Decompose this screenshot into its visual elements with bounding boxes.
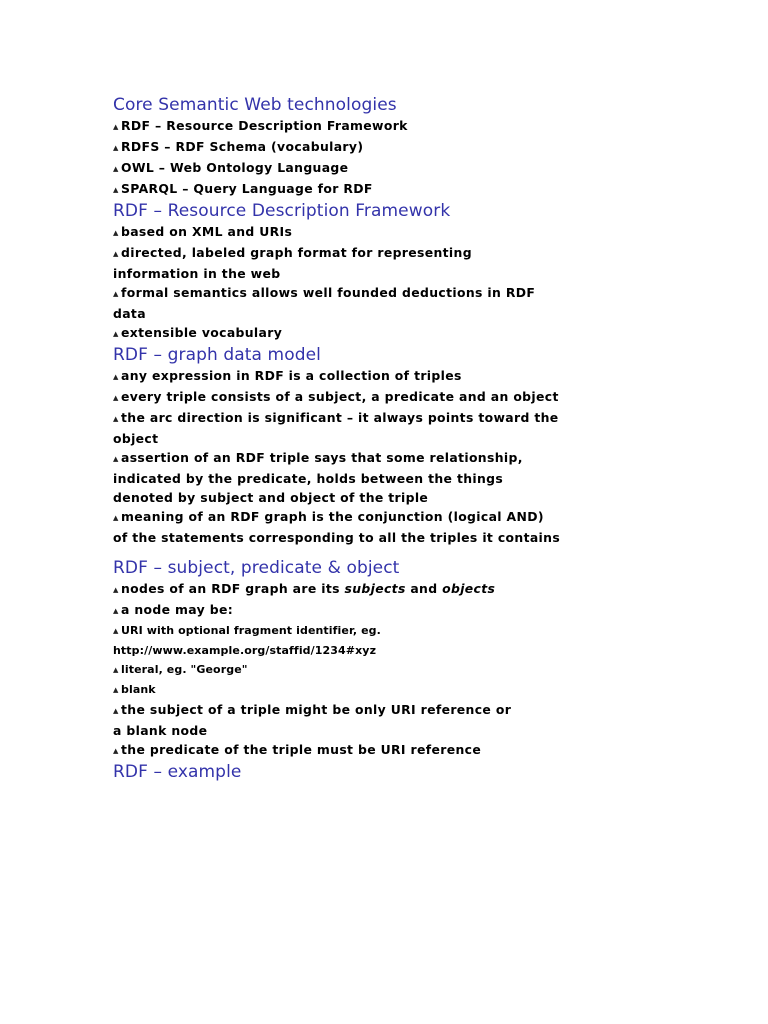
list-item: ▲ literal, eg. "George" xyxy=(113,660,613,680)
list-item: ▲ directed, labeled graph format for representing xyxy=(113,243,613,264)
bullet-list xyxy=(113,222,613,344)
list-item-continuation: data xyxy=(113,306,146,321)
bullet-icon: ▲ xyxy=(113,373,119,381)
list-item: ▲ any expression in RDF is a collection of triples xyxy=(113,366,613,387)
list-item-continuation: information in the web xyxy=(113,266,281,281)
section-rdf-example xyxy=(113,761,613,783)
bullet-icon: ▲ xyxy=(113,586,119,594)
bullet-icon: ▲ xyxy=(113,123,119,131)
bullet-icon: ▲ xyxy=(113,707,119,715)
list-item: ▲ the arc direction is significant – it always points toward the xyxy=(113,408,613,429)
bullet-icon: ▲ xyxy=(113,666,119,674)
section-heading: RDF – subject, predicate & object xyxy=(113,558,400,578)
list-item: ▲ blank xyxy=(113,680,613,700)
list-item: ▲ SPARQL – Query Language for RDF xyxy=(113,179,613,200)
section-heading: RDF – example xyxy=(113,762,242,782)
list-item: ▲ extensible vocabulary xyxy=(113,323,613,344)
section-heading: Core Semantic Web technologies xyxy=(113,95,397,115)
list-item: ▲ RDFS – RDF Schema (vocabulary) xyxy=(113,137,613,158)
bullet-icon: ▲ xyxy=(113,229,119,237)
bullet-icon: ▲ xyxy=(113,330,119,338)
list-item: ▲ based on XML and URIs xyxy=(113,222,613,243)
bullet-icon: ▲ xyxy=(113,607,119,615)
list-item-continuation: of the statements corresponding to all the triples it contains xyxy=(113,530,561,545)
bullet-icon: ▲ xyxy=(113,165,119,173)
bullet-icon: ▲ xyxy=(113,747,119,755)
bullet-icon: ▲ xyxy=(113,144,119,152)
list-item: ▲ formal semantics allows well founded deductions in RDF xyxy=(113,283,613,304)
bullet-list xyxy=(113,366,613,547)
section-heading: RDF – Resource Description Framework xyxy=(113,201,451,221)
list-item: ▲ URI with optional fragment identifier, eg. xyxy=(113,621,613,641)
bullet-icon: ▲ xyxy=(113,415,119,423)
list-item: ▲ meaning of an RDF graph is the conjunction (logical AND) xyxy=(113,507,613,528)
bullet-icon: ▲ xyxy=(113,394,119,402)
list-item: ▲ a node may be: xyxy=(113,600,613,621)
list-item: ▲ OWL – Web Ontology Language xyxy=(113,158,613,179)
list-item: ▲ every triple consists of a subject, a predicate and an object xyxy=(113,387,613,408)
section-subject-predicate-object xyxy=(113,557,613,761)
bullet-list xyxy=(113,116,613,200)
bullet-icon: ▲ xyxy=(113,186,119,194)
document-body xyxy=(113,94,613,783)
section-rdf-framework xyxy=(113,200,613,344)
bullet-icon: ▲ xyxy=(113,514,119,522)
list-item: ▲ nodes of an RDF graph are its subjects and objects xyxy=(113,579,613,600)
list-item-continuation: http://www.example.org/staffid/1234#xyz xyxy=(113,644,377,657)
list-item: ▲ RDF – Resource Description Framework xyxy=(113,116,613,137)
bullet-icon: ▲ xyxy=(113,686,119,694)
list-item-continuation: denoted by subject and object of the triple xyxy=(113,490,429,505)
bullet-icon: ▲ xyxy=(113,627,119,635)
section-core-technologies xyxy=(113,94,613,200)
section-heading: RDF – graph data model xyxy=(113,345,321,365)
section-graph-data-model xyxy=(113,344,613,547)
bullet-icon: ▲ xyxy=(113,290,119,298)
list-item-continuation: a blank node xyxy=(113,723,208,738)
bullet-icon: ▲ xyxy=(113,455,119,463)
list-item-continuation: indicated by the predicate, holds between the things xyxy=(113,471,504,486)
list-item: ▲ the subject of a triple might be only URI reference or xyxy=(113,700,613,721)
list-item: ▲ assertion of an RDF triple says that some relationship, xyxy=(113,448,613,469)
bullet-list xyxy=(113,579,613,761)
list-item-continuation: object xyxy=(113,431,159,446)
bullet-icon: ▲ xyxy=(113,250,119,258)
list-item: ▲ the predicate of the triple must be URI reference xyxy=(113,740,613,761)
